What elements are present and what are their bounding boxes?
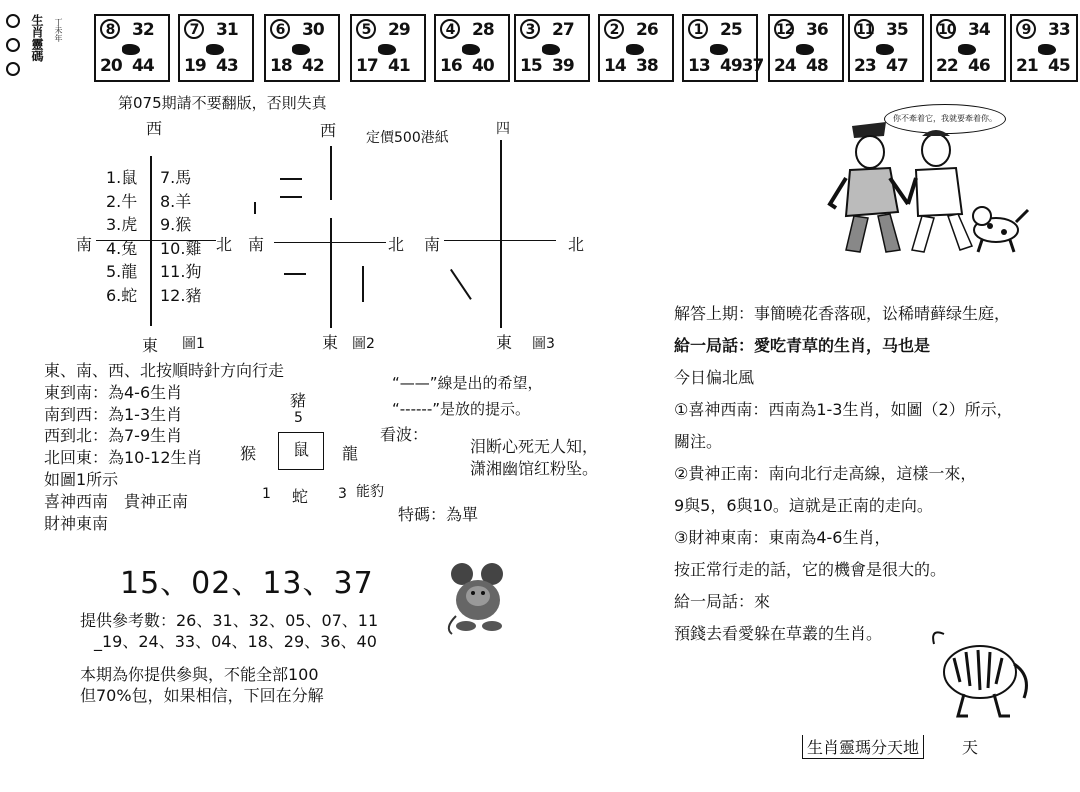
special-code: 特碼：為單 [398, 505, 479, 524]
fig2-stroke [362, 266, 364, 302]
box-number: 7 [184, 19, 204, 39]
zodiac-silhouette-icon [462, 44, 480, 55]
box-number: 36 [806, 20, 828, 40]
zodiac-entry: 2.牛 [106, 191, 138, 211]
zodiac-entry: 1.鼠 [106, 168, 138, 187]
box-number: 33 [1048, 20, 1070, 40]
box-number: 28 [472, 20, 494, 40]
box-number: 3 [520, 19, 540, 39]
compass-bottom: 蛇 [292, 487, 309, 506]
box-number: 1 [688, 19, 708, 39]
box-number: 2 [604, 19, 624, 39]
fig3-diagonal [450, 269, 472, 300]
number-box [930, 14, 1006, 82]
box-number: 43 [216, 56, 238, 76]
fig1-west: 西 [146, 119, 163, 138]
legend-solid: “——”線是出的希望， [392, 374, 543, 392]
compass-left: 猴 [240, 444, 257, 463]
box-number: 45 [1048, 56, 1070, 76]
zodiac-entry: 8.羊 [160, 191, 192, 211]
tiger-illustration [924, 624, 1036, 720]
box-number: 30 [302, 20, 324, 40]
poem [470, 436, 598, 480]
box-number: 4937 [720, 56, 764, 76]
box-number: 34 [968, 20, 990, 40]
box-number: 48 [806, 56, 828, 76]
zodiac-entry: 7.馬 [160, 168, 192, 187]
box-number: 8 [100, 19, 120, 39]
answer-line: 解答上期：事簡曉花香落砚，讼稀晴藓绿生庭， [674, 304, 1011, 323]
zodiac-silhouette-icon [542, 44, 560, 55]
box-number: 46 [968, 56, 990, 76]
zodiac-silhouette-icon [1038, 44, 1056, 55]
fig3-top: 四 [496, 121, 510, 137]
box-number: 13 [688, 56, 710, 76]
fig1-right-column [160, 166, 201, 307]
box-number: 10 [936, 19, 956, 39]
poem-line: 泪断心死无人知， [470, 437, 599, 456]
zodiac-silhouette-icon [122, 44, 140, 55]
number-box [178, 14, 254, 82]
box-number: 25 [720, 20, 742, 40]
reference-numbers-line2: _19、24、33、04、18、29、36、40 [94, 632, 377, 651]
poem-line: 潇湘幽馆红粉坠。 [470, 459, 599, 478]
rule-line: 東到南：為4-6生肖 [44, 382, 183, 402]
compass-bottom-left: 1 [262, 486, 271, 502]
number-box [94, 14, 170, 82]
box-number: 23 [854, 56, 876, 76]
box-number: 4 [440, 19, 460, 39]
rule-line: 如圖1所示 [44, 469, 119, 489]
box-number: 14 [604, 56, 626, 76]
box-number: 5 [356, 19, 376, 39]
box-number: 6 [270, 19, 290, 39]
compass-center: 鼠 [278, 432, 324, 470]
rule-line: 北回東：為10-12生肖 [44, 448, 203, 468]
zodiac-silhouette-icon [378, 44, 396, 55]
box-number: 40 [472, 56, 494, 76]
answer-line: 關注。 [674, 432, 723, 451]
main-numbers: 15、02、13、37 [120, 566, 374, 601]
issue-title: 第075期請不要翻版，否則失真 [118, 94, 327, 112]
fig2-dash [254, 202, 256, 214]
zodiac-entry: 4.兔 [106, 238, 138, 258]
zodiac-silhouette-icon [292, 44, 310, 55]
zodiac-silhouette-icon [796, 44, 814, 55]
box-number: 35 [886, 20, 908, 40]
fig1-vertical-axis [150, 156, 152, 326]
number-box [1010, 14, 1078, 82]
number-box [682, 14, 764, 82]
legend-dashed: “------”是放的提示。 [392, 400, 531, 418]
number-box [848, 14, 924, 82]
footer-tail: 天 [962, 738, 979, 757]
box-number: 22 [936, 56, 958, 76]
box-number: 24 [774, 56, 796, 76]
footer-label: 生肖靈瑪分天地 [802, 735, 924, 759]
box-number: 12 [774, 19, 794, 39]
fig3-south: 南 [424, 235, 441, 254]
fig2-east: 東 [322, 333, 339, 352]
answer-line: 按正常行走的話，它的機會是很大的。 [674, 560, 947, 579]
number-box [350, 14, 426, 82]
zodiac-silhouette-icon [626, 44, 644, 55]
fig2-south: 南 [248, 235, 265, 254]
number-box [264, 14, 340, 82]
fig1-south: 南 [76, 235, 93, 254]
compass-extra: 能豹 [356, 484, 384, 500]
ring-icon [6, 38, 20, 52]
fig1-caption: 圖1 [182, 336, 205, 352]
zodiac-entry: 6.蛇 [106, 285, 138, 305]
fig3-vertical-axis [500, 140, 502, 328]
box-number: 47 [886, 56, 908, 76]
box-number: 38 [636, 56, 658, 76]
fig2-dash [280, 196, 302, 198]
answer-line: ②貴神正南：南向北行走高線，這樣一來， [674, 464, 977, 483]
box-number: 44 [132, 56, 154, 76]
box-number: 18 [270, 56, 292, 76]
rule-line: 西到北：為7-9生肖 [44, 426, 183, 446]
disclaimer-line: 但70%包，如果相信，下回在分解 [80, 686, 324, 705]
zodiac-entry: 9.猴 [160, 215, 192, 234]
box-number: 32 [132, 20, 154, 40]
box-number: 41 [388, 56, 410, 76]
mouse-illustration [438, 560, 514, 638]
fig2-dash [284, 273, 306, 275]
zodiac-silhouette-icon [958, 44, 976, 55]
zodiac-entry: 11.狗 [160, 262, 202, 281]
fig1-east: 東 [142, 336, 159, 355]
number-box [514, 14, 590, 82]
compass-bottom-right: 3 [338, 486, 347, 502]
number-box [598, 14, 674, 82]
answer-line: 預錢去看愛躲在草叢的生肖。 [674, 624, 883, 643]
fig2-caption: 圖2 [352, 336, 375, 352]
zodiac-silhouette-icon [710, 44, 728, 55]
price-label: 定價500港紙 [366, 130, 449, 146]
answer-line: ③財神東南：東南為4-6生肖， [674, 528, 891, 547]
year-vertical: 丁未年 [54, 18, 63, 42]
answer-line: 給一局話：愛吃青草的生肖，马也是 [674, 336, 931, 355]
fig3-north: 北 [568, 235, 585, 254]
fig1-north: 北 [216, 235, 233, 254]
reference-numbers: 提供參考數：26、31、32、05、07、11 [80, 611, 379, 630]
number-box [768, 14, 844, 82]
rule-line: 喜神西南 貴神正南 [44, 491, 189, 511]
rule-line: 南到西：為1-3生肖 [44, 404, 183, 424]
cartoon-illustration [824, 112, 1036, 260]
header-strip [0, 0, 1080, 88]
box-number: 31 [216, 20, 238, 40]
fig2-dash [280, 178, 302, 180]
ring-icon [6, 14, 20, 28]
zodiac-entry: 5.龍 [106, 262, 138, 281]
compass-top: 豬 [290, 391, 307, 410]
fig2-upper-stroke [330, 146, 332, 200]
answer-line: 今日偏北風 [674, 368, 755, 387]
box-number: 26 [636, 20, 658, 40]
rule-line: 東、南、西、北按順時針方向行走 [44, 361, 285, 380]
box-number: 17 [356, 56, 378, 76]
zodiac-silhouette-icon [876, 44, 894, 55]
box-number: 42 [302, 56, 324, 76]
ring-icon [6, 62, 20, 76]
compass-right: 龍 [342, 444, 359, 463]
fig1-left-column [106, 166, 137, 307]
box-number: 29 [388, 20, 410, 40]
fig3-east: 東 [496, 333, 513, 352]
box-number: 27 [552, 20, 574, 40]
box-number: 15 [520, 56, 542, 76]
rule-line: 財神東南 [44, 513, 109, 533]
answer-line: 9與5，6與10。這就是正南的走向。 [674, 496, 933, 515]
box-number: 39 [552, 56, 574, 76]
disclaimer-line: 本期為你提供參與，不能全部100 [80, 665, 319, 684]
box-number: 16 [440, 56, 462, 76]
compass-top-num: 5 [294, 410, 303, 426]
look-wave-label: 看波： [380, 425, 429, 444]
box-number: 20 [100, 56, 122, 76]
speech-bubble: 你不牽着它，我就要牽着你。 [884, 104, 1006, 134]
fig2-west: 西 [320, 121, 337, 140]
fig3-caption: 圖3 [532, 336, 555, 352]
answer-line: ①喜神西南：西南為1-3生肖，如圖（2）所示， [674, 400, 1013, 419]
fig2-lower-axis [330, 218, 332, 328]
zodiac-entry: 3.虎 [106, 215, 138, 234]
box-number: 9 [1016, 19, 1036, 39]
fig3-horizontal-axis [444, 240, 556, 241]
zodiac-silhouette-icon [206, 44, 224, 55]
brand-vertical: 生肖靈碼 [30, 14, 44, 62]
zodiac-entry: 12.豬 [160, 285, 202, 305]
answer-section [674, 298, 1013, 650]
box-number: 11 [854, 19, 874, 39]
answer-line: 給一局話：來 [674, 592, 771, 611]
box-number: 21 [1016, 56, 1038, 76]
box-number: 19 [184, 56, 206, 76]
zodiac-entry: 10.雞 [160, 238, 202, 258]
number-box [434, 14, 510, 82]
disclaimer [80, 664, 324, 706]
fig2-north: 北 [388, 235, 405, 254]
